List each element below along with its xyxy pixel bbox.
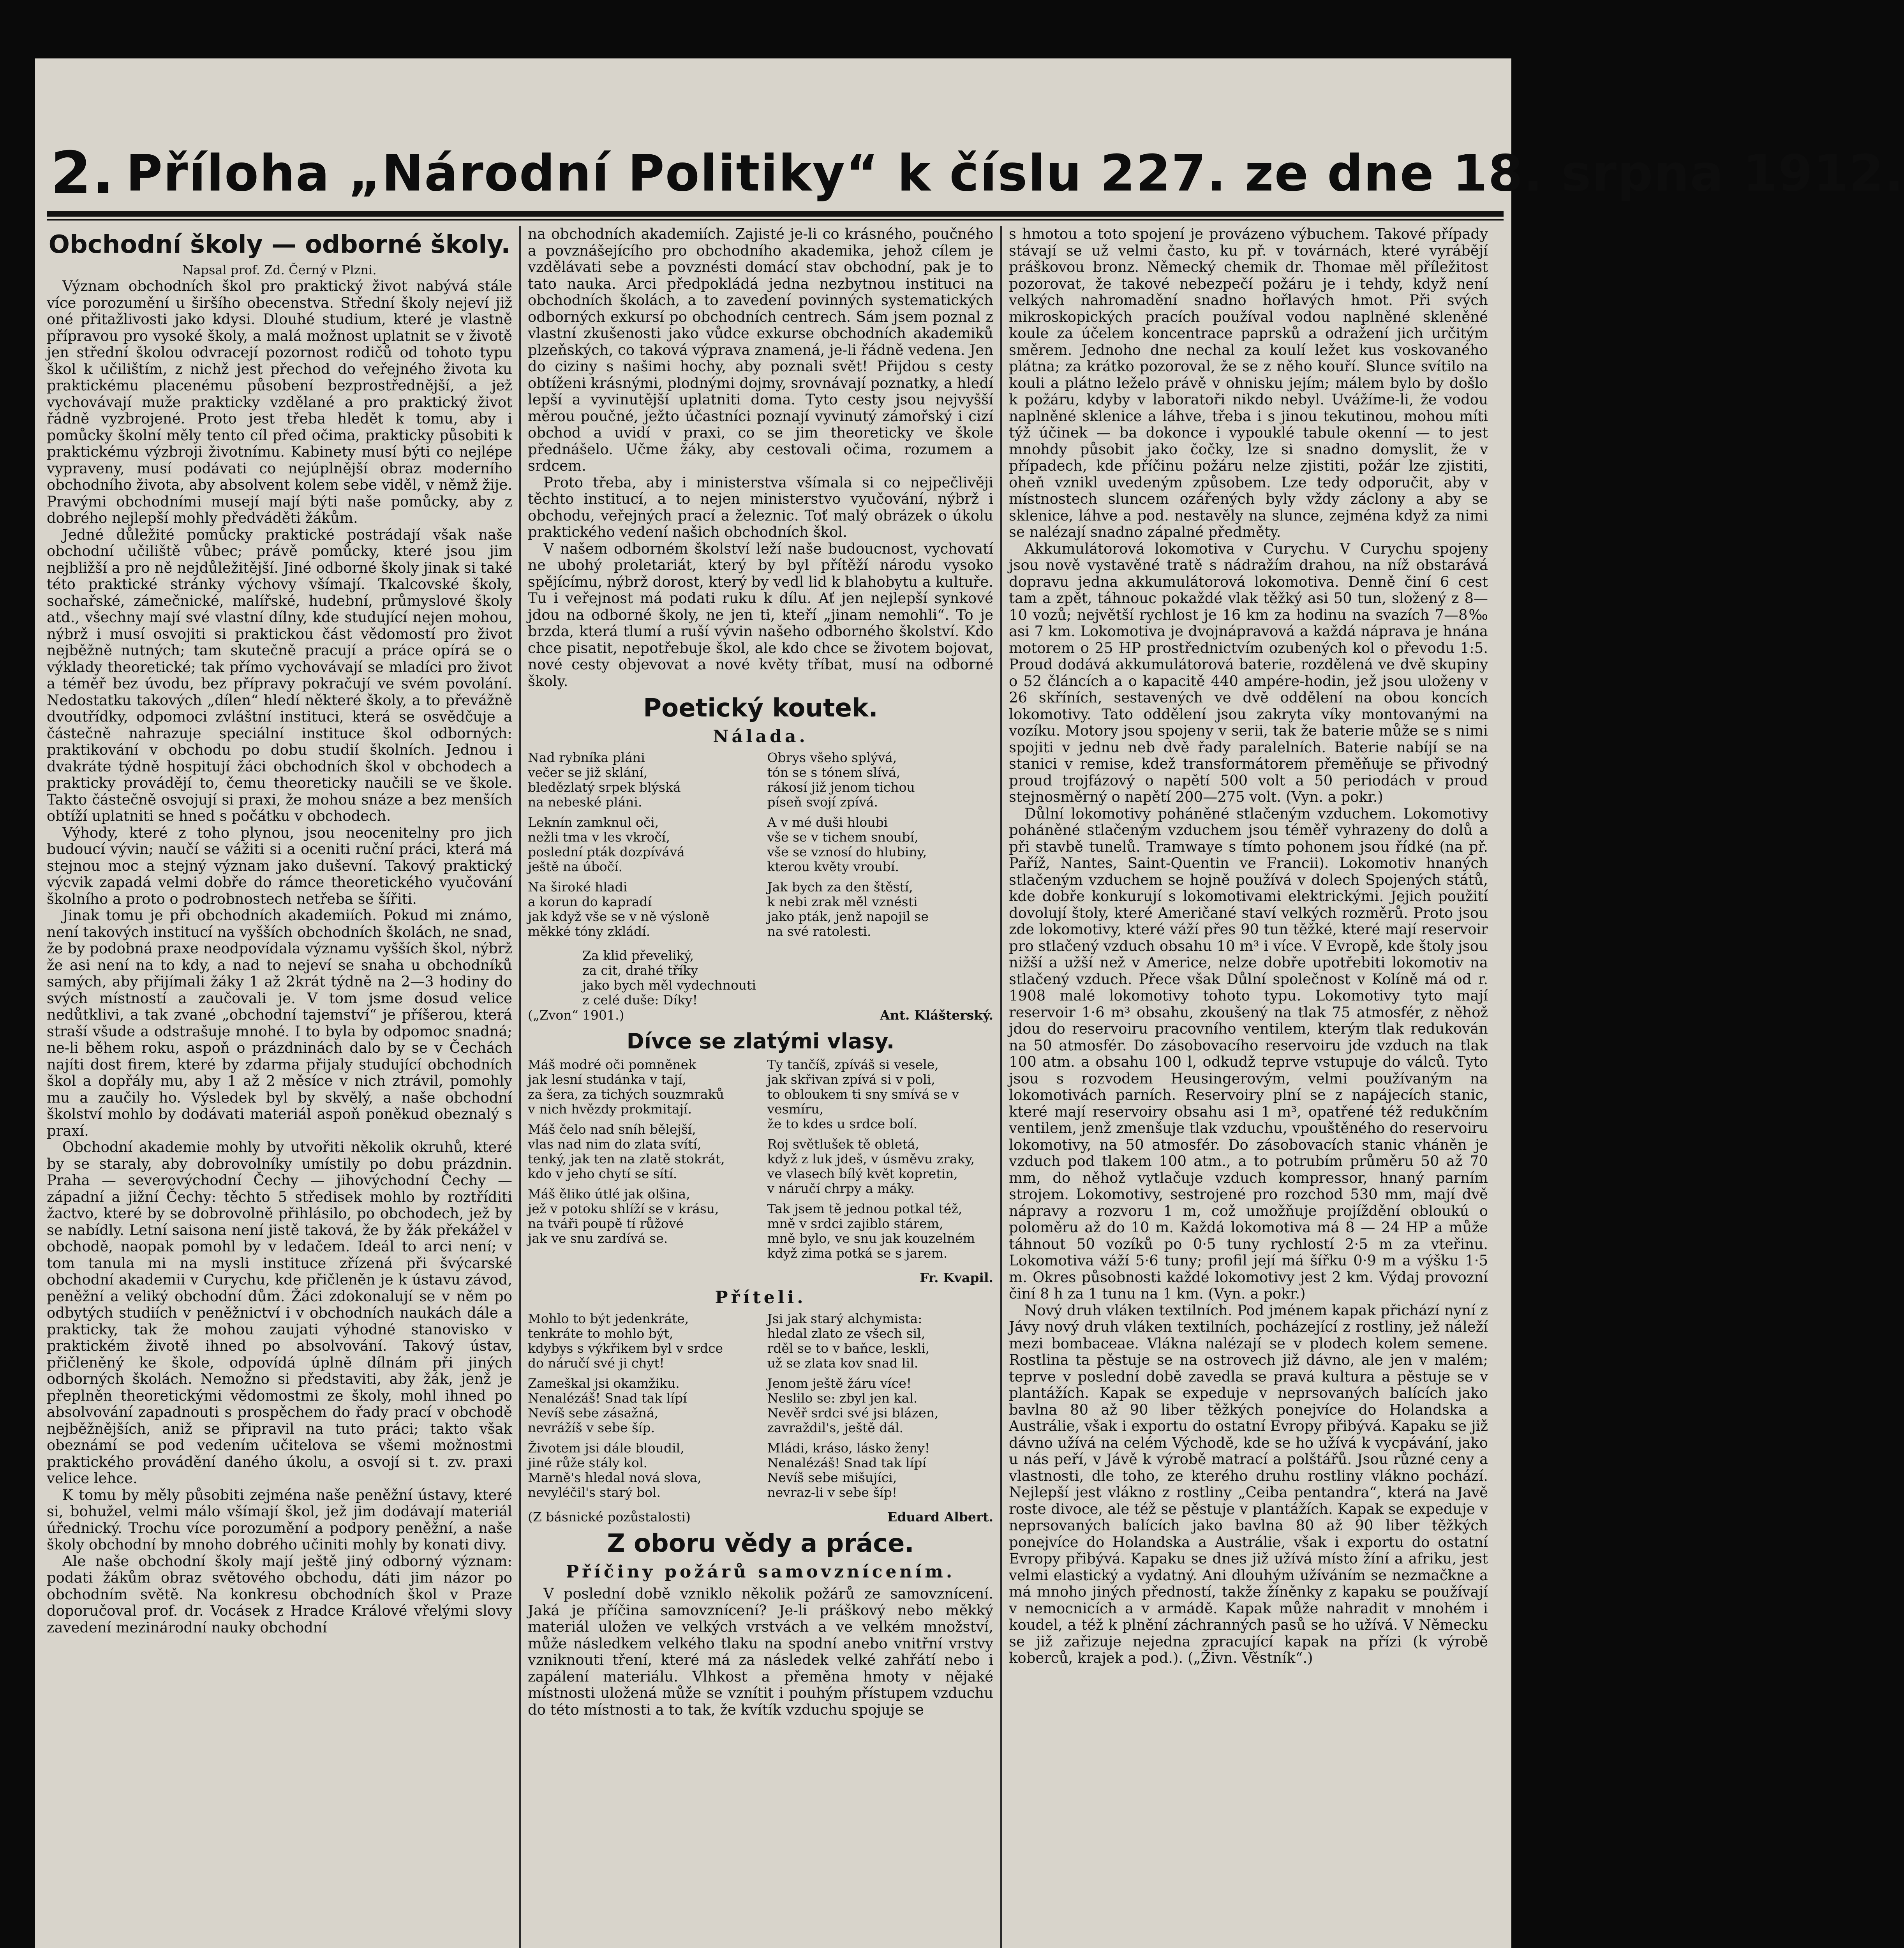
stanza: A v mé duši hloubi vše se v tichem snoubí, vše se vznosí do hlubiny, kterou květy vroubí. [767,815,927,874]
paragraph: Důlní lokomotivy poháněné stlačeným vzduchem. Lokomotivy poháněné stlačeným vzduchem jsou téměř vyhrazeny do dolů a při stavbě tunelů. Tramwaye s tímto pohonem jsou řídké (na př. Paříž, Nantes, Saint-Quentin ve Francii). Lokomotiv hnaných stlačeným vzduchem se hojně používá v dolech Spojených států, kde dobře konkurují s lokomotivami elektrickými. Jejich použití dovolují štoly, které Američané staví velkých rozměrů. Proto jsou zde lokomotivy, které váží přes 90 tun těžké, které mají reservoir pro stlačený vzduch obsahu 10 m³ i více. V Evropě, kde štoly jsou nižší a užší než v Americe, nelze dobře upotřebiti lokomotiv na stlačený vzduch. Přece však Důlní společnost v Kolíně má od r. 1908 malé lokomotivy tohoto typu. Lokomotivy tyto mají reservoir 1·6 m³ obsahu, zkoušený na tlak 75 atmosfér, z něhož jdou do reservoiru pracovního ventilem, kterým tlak redukován na 50 atmosfér. Do zásobovacího reservoiru jde vzduch na tlak 100 atm. a obsahu 100 l, odkudž teprve vstupuje do válců. Tyto jsou s rozvodem Heusingerovým, velmi používaným na lokomotivách parních. Reservoiry plní se z napájecích stanic, které mají reservoiry obsahu asi 1 m³, opatřené též redukčním ventilem, jenž zmenšuje tlak vzduchu, vpouštěného do reservoiru lokomotivy, na 50 atmosfér. Do zásobovacích stanic vháněn je vzduch pod tlakem 100 atm., a to potrubím průměru 50 až 70 mm, do něhož vytlačuje vzduch kompressor, hnaný parním strojem. Lokomotivy, sestrojené pro rozchod 530 mm, mají dvě nápravy a rozvoru 1 m, což umožňuje projíždění obloukú o poloměru až do 10 m. Každá lokomotiva má 8 — 24 HP a může táhnout 50 vozíků po 0·5 tuny rychlostí 2·5 m za vteřinu. Lokomotiva váží 5·6 tuny; profil její má šířku 0·9 m a výšku 1·5 m. Okres působnosti každé lokomotivy jest 2 km. Výdaj provozní činí 8 h za 1 tunu na 1 km. (Vyn. a pokr.) [1009,805,1488,1302]
stanza: Na široké hladi a korun do kapradí jak když vše se v ně výsloně měkké tóny zkládí. [528,879,710,939]
masthead-rule-thin [47,219,1504,221]
poem-title: Nálada. [713,727,808,746]
paragraph: K tomu by měly působiti zejména naše peněžní ústavy, které si, bohužel, velmi málo všímají škol, jež jim dodávají materiál úřednický. Trochu více porozumění a podpory peněžní, a naše školy obchodní by mnoho dobrého učiniti mohly by konati divy. [47,1486,512,1553]
section-title: Z oboru vědy a práce. [607,1529,914,1558]
stanza: Zameškal jsi okamžiku. Nenalézáš! Snad tak lípí Nevíš sebe zásažná, nevrážíš v sebe šíp. [528,1376,687,1435]
poem-source: („Zvon“ 1901.) [528,1008,624,1023]
stanza: Obrys všeho splývá, tón se s tónem slívá, rákosí již jenom tichou píseň svojí zpívá. [767,750,915,810]
poem-priteli [528,1311,993,1505]
stanza: Životem jsi dále bloudil, jiné růže stály kol. Marně's hledal nová slova, nevyléčil's starý bol. [528,1440,702,1500]
paragraph: Nový druh vláken textilních. Pod jménem kapak přichází nyní z Jávy nový druh vláken textilních, pocházející z rostliny, jež náleží mezi bombaceae. Vlákna nalézají se v plodech kolem semene. Rostlina ta pěstuje se na ostrovech již dávno, ale jen v malém; teprve v poslední době zavedla se pravá kultura a pěstuje se v plantážích. Kapak se expeduje v neprsovaných balících jako bavlna 80 až 90 liber těžkých ponejvíce do Holandska a Austrálie, však i exportu do ostatní Evropy přibývá. Kapaku se již dávno užívá na celém Východě, kde se ho užívá k vycpávání, jako u nás peří, v Jávě k výrobě matrací a polštářů. Jsou různé ceny a vlastnosti, dle toho, ze kterého druhu rostliny vlákno pochází. Nejlepší jest vlákno z rostliny „Ceiba pentandra“, která na Javě roste divoce, ale též se pěstuje v plantážích. Kapak se expeduje v neprsovaných balících jako bavlna 80 až 90 liber těžkých ponejvíce do Holandska a Austrálie, však i exportu do ostatní Evropy přibývá. Kapaku se dnes již užívá místo žíní a afriku, jest velmi elastický a vydatný. Ani dlouhým užíváním se nezmačkne a má mnoho jiných předností, takže žíněnky z kapaku se používají v nemocnicích a v armádě. Kapak může nahradit v mnohém i koudel, a též k plnění záchranných pasů se ho užívá. V Německu se již zařizuje nejedna zpracující kapak na přízi (k výrobě koberců, krajek a pod.). („Živn. Věstník“.) [1009,1302,1488,1666]
poem-signature [528,1008,993,1023]
poem-column [528,1057,754,1266]
poem-title: Dívce se zlatými vlasy. [626,1029,895,1053]
paragraph: Ale naše obchodní školy mají ještě jiný odborný význam: podati žákům obraz světového obchodu, dáti jim názor po obchodním světě. Na konkresu obchodních škol v Praze doporučoval prof. dr. Vocásek z Hradce Králové vřelými slovy zavedení mezinárodní nauky obchodní [47,1553,512,1636]
poem-author: Fr. Kvapil. [919,1270,993,1285]
stanza: Mládi, kráso, lásko ženy! Nenalézáš! Snad tak lípí Nevíš sebe mišujíci, nevraz-li v sebe šíp! [767,1440,930,1500]
poem-nalada [528,750,993,944]
poem-title: Příteli. [715,1288,806,1307]
poetry-corner-title: Poetický koutek. [643,694,878,723]
poem-author: Ant. Klášterský. [880,1008,993,1023]
stanza: Máš ěliko útlé jak olšina, jež v potoku shlíží se v krásu, na tváři poupě tí růžové jak ve snu zardívá se. [528,1186,719,1246]
poem-column [767,1311,994,1505]
paragraph: Proto třeba, aby i ministerstva všímala si co nejpečlivěji těchto institucí, a to nejen ministerstvo vyučování, nýbrž i obchodu, veřejných prací a železnic. Toť malý obrázek o úkolu praktického vedení našich obchodních škol. [528,474,993,540]
stanza: Roj světlušek tě obletá, když z luk jdeš, v úsměvu zraky, ve vlasech bílý květ kopretin, v náručí chrpy a máky. [767,1136,975,1196]
poem-divce [528,1057,993,1266]
stanza: Nad rybníka pláni večer se již sklání, bledězlatý srpek blýská na nebeské pláni. [528,750,681,810]
supplement-number: 2. [51,139,115,207]
paragraph: Výhody, které z toho plynou, jsou neocenitelny pro jich budoucí vývin; naučí se vážiti si a oceniti ruční práci, která má stejnou moc a stejný význam jako duševní. Takový praktický výcvik zapadá velmi dobře do rámce theoretického vyučování školního a proto o podrobnostech netřeba se šířiti. [47,824,512,907]
column-divider [519,226,521,1948]
paragraph: Význam obchodních škol pro praktický život nabývá stále více porozumění u širšího obecenstva. Střední školy nejeví již oné přitažlivosti jako kdysi. Dlouhé studium, které je vlastně přípravou pro vysoké školy, a malá možnost uplatnit se v životě jen střední školou odvracejí pozornost rodičů od tohoto typu škol k učilištím, z nichž jest přechod do veřejného života ku praktickému placenému působení bezprostřednější, a jež vychovávají muže prakticky vzdělané a pro praktický život řádně vyzbrojené. Proto jest třeba hledět k tomu, aby i pomůcky školní měly tento cíl před očima, prakticky působiti k praktickému výzbroji životnímu. Kabinety musí býti co nejlépe vypraveny, musí podávati co nejúplnější obraz moderního obchodního života, aby absolvent kolem sebe viděl, v němž žije. Pravými obchodními musejí mají býti naše pomůcky, aby z dobrého nejlepší mohly předváděti žákům. [47,278,512,526]
poem-author: Eduard Albert. [887,1509,993,1525]
stanza: Jenom ještě žáru více! Neslilo se: zbyl jen kal. Nevěř srdci své jsi blázen, zavraždil's, ještě dál. [767,1376,939,1435]
stanza: Za klid převeliký, za cit, drahé tříky jako bych měl vydechnouti z celé duše: Díky! [582,948,756,1008]
column-2 [528,226,993,1948]
stanza: Máš čelo nad sníh bělejší, vlas nad nim do zlata svítí, tenký, jak ten na zlatě stokrát, kdo v jeho chytí se sítí. [528,1122,725,1181]
paragraph: V poslední době vzniklo několik požárů ze samovznícení. Jaká je příčina samovznícení? Je-li práškový nebo měkký materiál uložen ve velkých vrstvách a ve velkém množství, může následkem velkého tlaku na spodní anebo vnitřní vrstvy vzniknouti tření, které má za následek velké zahřátí nebo i zapálení materiálu. Vlhkost a přeměna hmoty v nějaké místnosti uložená může se vznítit i pouhým přístupem vzduchu do této místnosti a to tak, že kvítík vzduchu spojuje se [528,1585,993,1718]
paragraph: Jinak tomu je při obchodních akademiích. Pokud mi známo, není takových institucí na vyšších obchodních školách, ne snad, že by podobná praxe neodpovídala významu vyšších škol, nýbrž že asi není na to kdy, a nad to nejeví se snaha u obchodníků samých, aby přijímali žáky 1 až 2krát týdně na 2—3 hodiny do svých místností a zaučovali je. V tom jsme dosud velice nedůtklivi, a tak zvané „obchodní tajemství“ je příšerou, která straší všude a odstrašuje mnohé. I to byla by odpomoc snadná; ne-li během roku, aspoň o prázdninách dalo by se v Čechách najíti dost firem, které by zdarma přijaly studující obchodních škol a dopřály mu, aby 1 až 2 měsíce v nich ztrávil, pomohly mu a zaučily ho. Výsledek byl by skvělý, a naše obchodní školství mohlo by dodávati materiál aspoň poněkud obeznalý s praxí. [47,907,512,1139]
article-title: Obchodní školy — odborné školy. [48,230,511,259]
paragraph: Jedné důležité pomůcky praktické postrádají však naše obchodní učiliště vůbec; právě pomůcky, které jsou jim nejbližší a pro ně nejdůležitější. Jiné odborné školy jinak si také této praktické stránky výchovy všímají. Tkalcovské školy, sochařské, zámečnické, malířské, hudební, průmyslové školy atd., všechny mají své vlastní dílny, kde studující nejen mohou, nýbrž i musí osvojiti si praktickou část vědomostí pro život nejběžně nutných; tam skutečně pracují a práce opírá se o výklady theoretické; tak přímo vychovávají se mladíci pro život a téměř bez úvodu, bez přípravy pokračují ve svém povolání. Nedostatku takových „dílen“ hledí některé školy, a to převážně dvoutřídky, odpomoci zvláštní instituci, která se osvědčuje a částečně nahrazuje speciální instituce škol odborných: praktikování v obchodu po dobu studií školních. Jednou i dvakráte týdně hospitují žáci obchodních škol v obchodech a prakticky provádějí to, čemu theoreticky naučili se ve škole. Takto částečně osvojují si praxi, že mohou snáze a bez menších obtíží uplatniti se hned s počátku v obchodech. [47,526,512,824]
poem-source: (Z básnické pozůstalosti) [528,1509,691,1525]
masthead-title: Příloha „Národní Politiky“ k číslu 227. ze dne 18. srpna 1912. [126,144,1904,203]
column-1 [47,226,512,1948]
stanza: Leknín zamknul oči, nežli tma v les vkročí, poslední pták dozpívává ještě na úbočí. [528,815,685,874]
poem-column [528,750,754,944]
column-3 [1009,226,1488,1948]
masthead-rule [47,211,1504,217]
stanza: Jak bych za den štěstí, k nebi zrak měl vznésti jako pták, jenž napojil se na své ratolesti. [767,879,929,939]
paragraph: V našem odborném školství leží naše budoucnost, vychovatí ne ubohý proletariát, který by byl přítěží národu vysoko spějícímu, nýbrž dorost, který by vedl lid k blahobytu a kultuře. Tu i veřejnost má podati ruku k dílu. Ať jen nejlepší synkové jdou na odborné školy, ne jen ti, kteří „jinam nemohli“. To je brzda, která tlumí a ruší vývin našeho odborného školství. Kdo chce pisatit, nepotřebuje škol, ale kdo chce se životem bojovat, nové cesty objevovat a nové květy tříbat, musí na odborné školy. [528,540,993,690]
article-byline: Napsal prof. Zd. Černý v Plzni. [182,263,377,277]
paragraph: s hmotou a toto spojení je provázeno výbuchem. Takové případy stávají se už velmi často, ku př. v továrnách, které vyrábějí práškovou bronz. Německý chemik dr. Thomae měl příležitost pozorovat, že takové nebezpečí požáru je i tehdy, když není velkých nahromadění snadno hořlavých hmot. Při svých mikroskopických pracích používal vodou naplněné skleněné koule za účelem koncentrace paprsků a odražení jich určitým směrem. Jednoho dne nechal za koulí ležet kus voskovaného plátna; za krátko pozoroval, že se z něho kouří. Slunce svítilo na kouli a plátno leželo právě v ohnisku jejím; málem bylo by došlo k požáru, kdyby v laboratoři nikdo nebyl. Uvážíme-li, že vodou naplněné sklenice a láhve, třeba i s jinou tekutinou, mohou míti týž účinek — ba dokonce i vypouklé tabule okenní — to jest mnohdy působit jako čočky, lze si snadno domyslit, že v případech, kde příčinu požáru nelze zjistiti, požár lze zjistiti, oheň vznikl uvedeným způsobem. Lze tedy odporučit, aby v místnostech sluncem ozářených byly vždy záclony a aby se sklenice, láhve a pod. nestavěly na slunce, zejména když za nimi se nalézají snadno zápalné předměty. [1009,226,1488,540]
article-subtitle: Příčiny požárů samovznícením. [566,1562,956,1582]
poem-signature [528,1509,993,1525]
stanza: Máš modré oči pomněnek jak lesní studánka v tají, za šera, za tichých souzmraků v nich hvězdy prokmitají. [528,1057,724,1117]
poem-column [767,750,994,944]
stanza: Tak jsem tě jednou potkal též, mně v srdci zajiblo stárem, mně bylo, ve snu jak kouzelném když zima potká se s jarem. [767,1201,975,1261]
poem-column [528,1311,754,1505]
paragraph: Akkumulátorová lokomotiva v Curychu. V Curychu spojeny jsou nově vystavěné tratě s nádražím drahou, na níž obstarává dopravu jedna akkumulátorová lokomotiva. Denně činí 6 cest tam a zpět, táhnouc pokaždé vlak těžký asi 50 tun, složený z 8—10 vozů; největší rychlost je 16 km za hodinu na svazích 7—8‰ asi 7 km. Lokomotiva je dvojnápravová a každá náprava je hnána motorem o 25 HP prostřednictvím ozubených kol o převodu 1:5. Proud dodává akkumulátorová baterie, rozdělená ve dvě skupiny o 52 článcích a o kapacitě 440 ampére-hodin, jež jsou uloženy v 26 skříních, sestavených ve dvě oddělení na obou koncích lokomotivy. Tato oddělení jsou zakryta víky montovanými na vozíku. Motory jsou spojeny v serii, tak že baterie může se s nimi spojiti v jednu neb dvě řady paralelních. Baterie nabíjí se na stanici v remise, kdež transformátorem přeměňuje se přivodný proud trojfázový o napětí 500 volt a 50 periodách v proud stejnosměrný o napětí 200—275 volt. (Vyn. a pokr.) [1009,540,1488,805]
paragraph: Obchodní akademie mohly by utvořiti několik okruhů, které by se staraly, aby dobrovolníky umístily po dobu prázdnin. Praha — severovýchodní Čechy — jihovýchodní Čechy — západní a jižní Čechy: těchto 5 středisek mohlo by roztříditi žactvo, které by se dobrovolně přihlásilo, po obchodech, jež by se nabídly. Letní saisona není jistě taková, že by žák překážel v obchodě, naopak pomohl by v ledačem. Ideál to arci není; v tom tanula mi na mysli instituce zřízená při švýcarské obchodní akademii v Curychu, kde přičleněn je k ústavu závod, peněžní a veliký obchodní dům. Žáci zdokonalují se v něm po odbytých studiích v peněžnictví i v obchodních naukách dále a prakticky, tak že mohou zaujati výhodné stanovisko v praktickém životě ihned po absolvování. Takový ústav, přičleněný ke škole, odpovídá úplně dílnám při jiných odborných školách. Nemožno si představiti, aby žák, jenž je přeplněn theoretickými vědomostmi ze školy, mohl ihned po absolvování zapadnouti s prospěchem do řady prací v obchodě nejběžnějších, aniž se připravil na tuto práci; takto však obeznámí se pod vedením učitelova se všemi možnostmi praktického provádění daného úkolu, a osvojí si t. zv. praxi velice lehce. [47,1139,512,1487]
poem-column [767,1057,994,1266]
newspaper-page [35,58,1904,1948]
paragraph: na obchodních akademiích. Zajisté je-li co krásného, poučného a povznášejícího pro obchodního akademika, jehož cílem je vzdělávati sebe a povznésti domácí stav obchodní, pak je to tato nauka. Arci předpokládá jedna nezbytnou instituci na obchodních školách, a to zavedení povinných systematických odborných exkursí po obchodních centrech. Sám jsem poznal z vlastní zkušenosti jako vůdce exkurse obchodních akademiků plzeňských, co taková výprava znamená, je-li řádně vedena. Jen do ciziny s našimi hochy, aby poznali svět! Přijdou s cesty obtíženi krásnými, plodnými dojmy, srovnávají poznatky, a hledí lepší a vyvinutější uplatniti doma. Tyto cesty jsou nejvyšší měrou poučné, ježto účastníci poznají vyvinutý zámořský i cizí obchod a uvidí v praxi, co se jim theoreticky ve škole přednášelo. Učme žáky, aby cestovali očima, rozumem a srdcem. [528,226,993,474]
stanza: Jsi jak starý alchymista: hledal zlato ze všech sil, rděl se to v baňce, leskli, už se zlata kov snad lil. [767,1311,930,1371]
stanza: Ty tančíš, zpíváš si vesele, jak skřivan zpívá si v poli, to obloukem ti sny smívá se v vesmíru, že to kdes u srdce bolí. [767,1057,959,1131]
column-divider [1000,226,1002,1948]
masthead [51,139,1904,207]
stanza: Mohlo to být jedenkráte, tenkráte to mohlo být, kdybys s výkřikem byl v srdce do náručí své ji chyt! [528,1311,723,1371]
